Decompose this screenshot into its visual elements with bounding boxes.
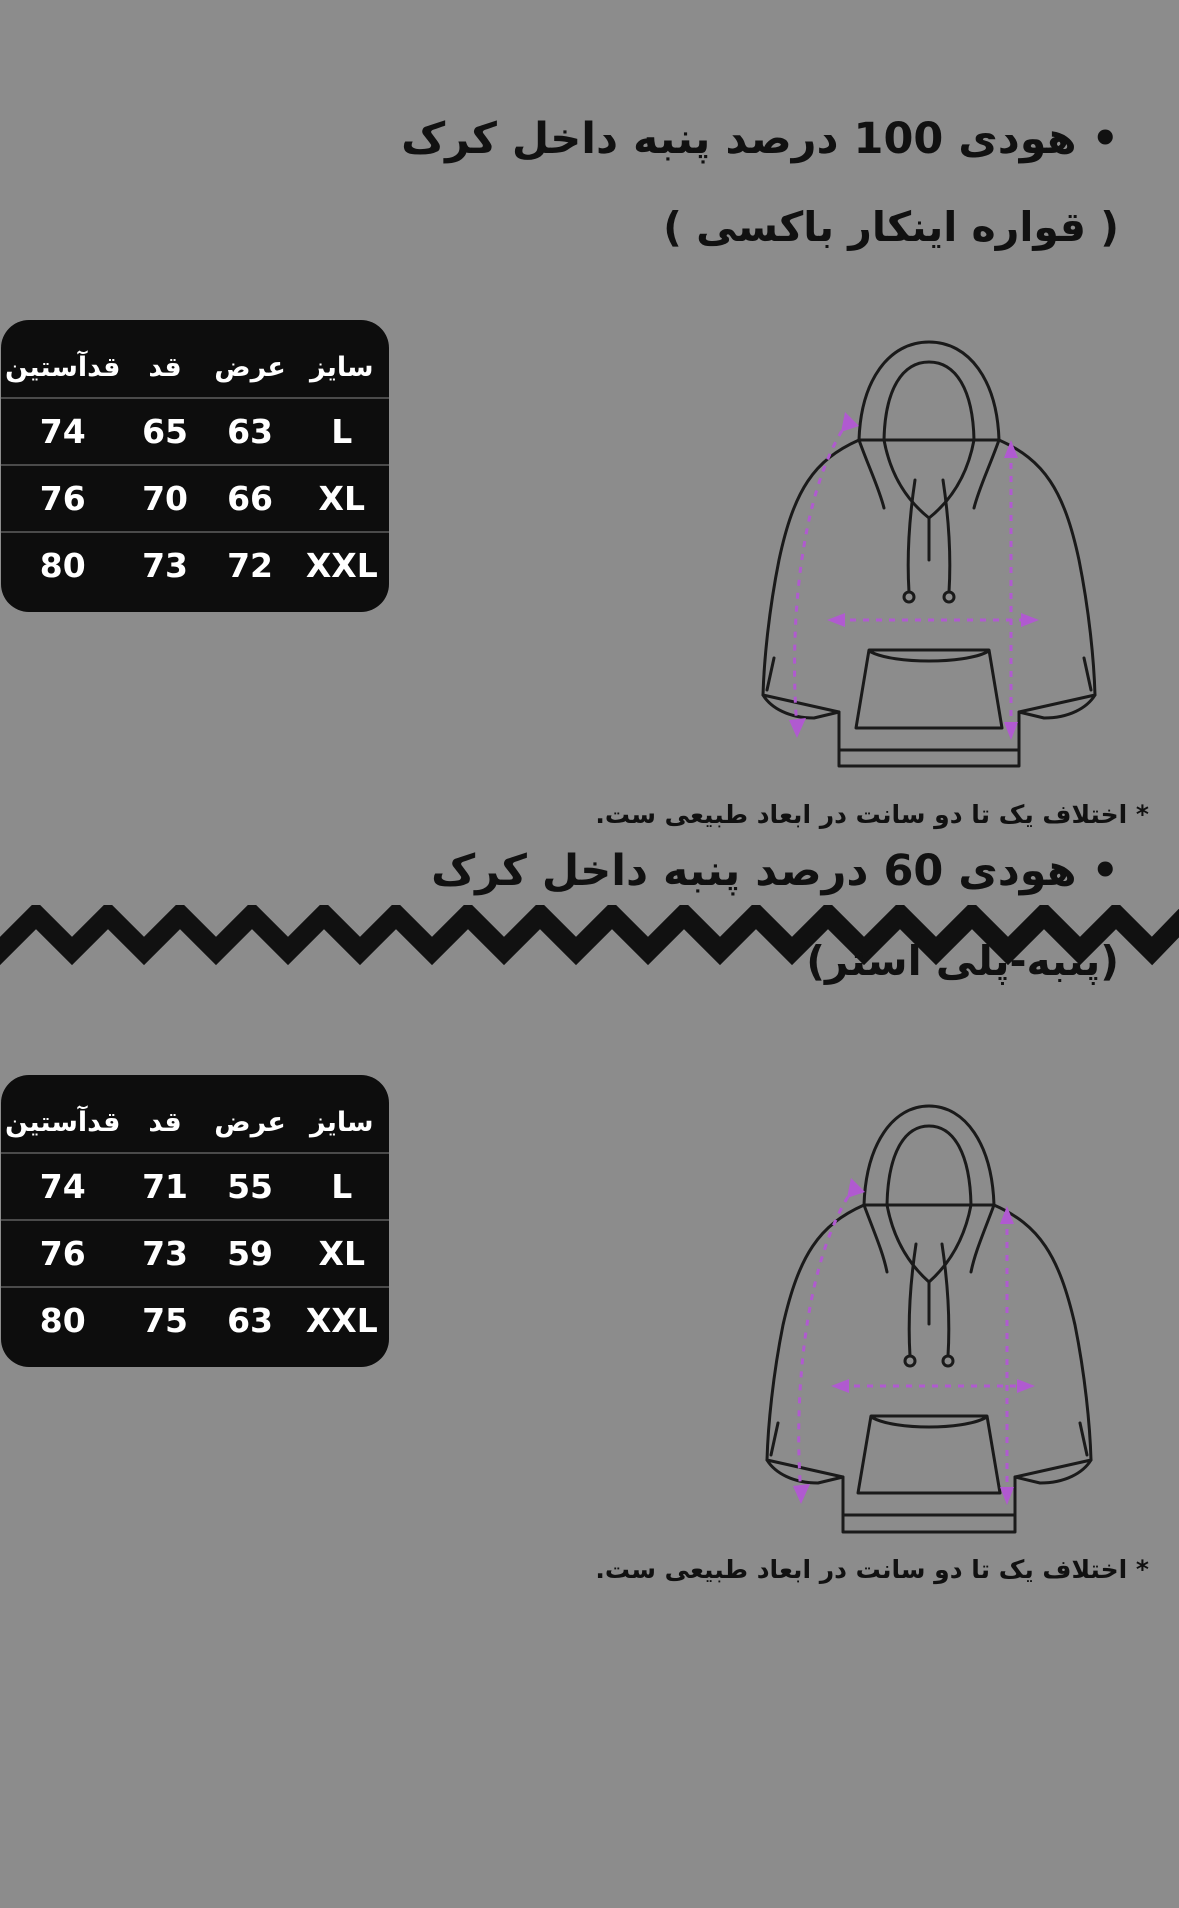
- cell-width: 63: [227, 412, 274, 451]
- column-header-length: قد: [148, 352, 182, 383]
- heading-line-1: • هودی 60 درصد پنبه داخل کرک: [431, 846, 1119, 896]
- cell-size: L: [331, 1167, 353, 1206]
- column-header-size: سایز: [309, 352, 374, 383]
- cell-length: 75: [142, 1301, 188, 1340]
- size-note-1: * اختلاف یک تا دو سانت در ابعاد طبیعی ست.: [595, 800, 1149, 829]
- table-row: [1, 1220, 389, 1287]
- cell-sleeve: 80: [39, 546, 86, 585]
- table-row: [1, 1153, 389, 1220]
- cell-width: 63: [227, 1301, 274, 1340]
- cell-size: L: [331, 412, 353, 451]
- table-row: [1, 398, 389, 465]
- table-header-row: [1, 334, 389, 398]
- heading-secondary-1: [59, 198, 1119, 257]
- heading-line-2: (پنبه-پلی استر): [806, 937, 1119, 985]
- table-row: [1, 1287, 389, 1353]
- cell-sleeve: 74: [39, 412, 86, 451]
- column-header-size: سایز: [309, 1107, 374, 1138]
- section-cotton-60: [0, 846, 1179, 1908]
- size-table-card-2: [1, 1075, 389, 1367]
- column-header-sleeve: قدآستین: [5, 1107, 121, 1138]
- table-row: [1, 465, 389, 532]
- cell-width: 72: [227, 546, 274, 585]
- cell-sleeve: 80: [39, 1301, 86, 1340]
- cell-sleeve: 76: [39, 479, 86, 518]
- column-header-sleeve: قدآستین: [5, 352, 121, 383]
- table-header-row: [1, 1089, 389, 1153]
- heading-secondary-2: [59, 932, 1119, 991]
- cell-width: 55: [227, 1167, 274, 1206]
- section-cotton-100: [0, 0, 1179, 940]
- cell-sleeve: 76: [39, 1234, 86, 1273]
- size-table-1: [1, 334, 389, 598]
- heading-line-1: • هودی 100 درصد پنبه داخل کرک: [401, 114, 1119, 164]
- table-row: [1, 532, 389, 598]
- cell-length: 73: [142, 546, 188, 585]
- column-header-length: قد: [148, 1107, 182, 1138]
- heading-primary-1: [59, 108, 1119, 170]
- size-note-2: * اختلاف یک تا دو سانت در ابعاد طبیعی ست.: [595, 1555, 1149, 1584]
- size-table-card-1: [1, 320, 389, 612]
- cell-length: 65: [142, 412, 188, 451]
- cell-width: 59: [227, 1234, 274, 1273]
- cell-size: XL: [318, 479, 366, 518]
- column-header-width: عرض: [214, 352, 286, 383]
- cell-size: XXL: [305, 546, 378, 585]
- cell-length: 71: [142, 1167, 188, 1206]
- heading-primary-2: [59, 840, 1119, 902]
- cell-size: XL: [318, 1234, 366, 1273]
- cell-sleeve: 74: [39, 1167, 86, 1206]
- cell-size: XXL: [305, 1301, 378, 1340]
- hoodie-illustration-2: [719, 1080, 1139, 1570]
- cell-length: 73: [142, 1234, 188, 1273]
- cell-length: 70: [142, 479, 188, 518]
- column-header-width: عرض: [214, 1107, 286, 1138]
- hoodie-illustration-1: [719, 320, 1139, 800]
- size-table-2: [1, 1089, 389, 1353]
- cell-width: 66: [227, 479, 274, 518]
- heading-line-2: ( قواره اینکار باکسی ): [663, 203, 1119, 251]
